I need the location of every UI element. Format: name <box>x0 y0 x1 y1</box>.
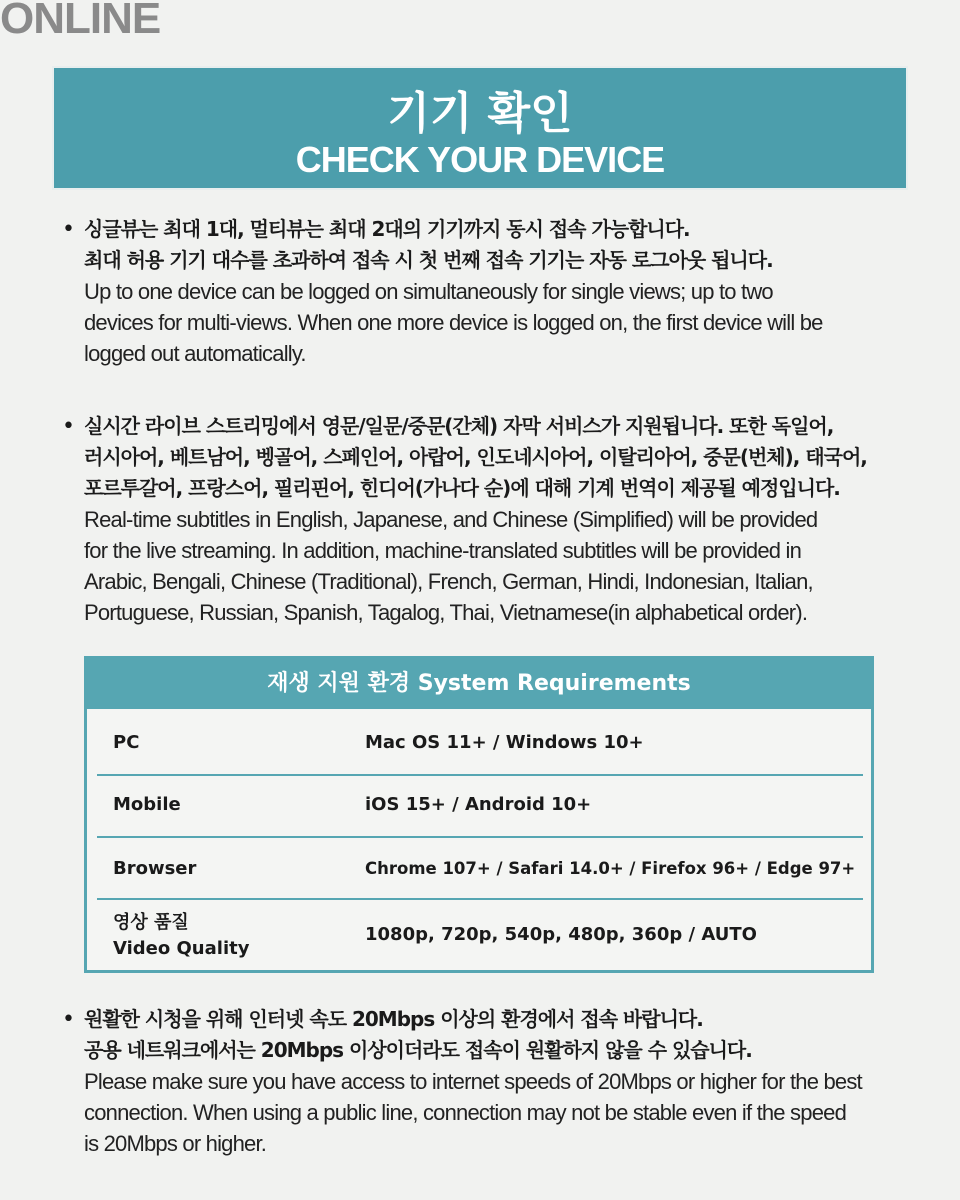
notice-en-line: Up to one device can be logged on simultaneously for single views; up to two <box>84 279 773 304</box>
bullet: • <box>62 1007 75 1032</box>
notice-internet-speed <box>62 1004 912 1159</box>
corner-label: ONLINE <box>0 0 161 43</box>
requirement-row-pc <box>97 712 863 776</box>
requirement-label: Browser <box>113 858 197 879</box>
notice-kr-line: 공용 네트워크에서는 20Mbps 이상이더라도 접속이 원활하지 않을 수 있습니다. <box>84 1038 752 1062</box>
system-requirements-header: 재생 지원 환경 System Requirements <box>87 659 871 709</box>
requirement-value: iOS 15+ / Android 10+ <box>365 794 592 815</box>
notice-kr-line: 러시아어, 베트남어, 벵골어, 스페인어, 아랍어, 인도네시아어, 이탈리아어, 중문(번체), 태국어, <box>84 445 867 469</box>
requirement-label: 영상 품질 <box>113 912 189 933</box>
title-banner <box>52 66 908 190</box>
requirement-label-english: Video Quality <box>113 938 250 959</box>
notice-kr-line: 최대 허용 기기 대수를 초과하여 접속 시 첫 번째 접속 기기는 자동 로그아웃 됩니다. <box>84 248 773 272</box>
notice-en-line: Portuguese, Russian, Spanish, Tagalog, Thai, Vietnamese(in alphabetical order). <box>84 600 808 625</box>
notice-en-line: Arabic, Bengali, Chinese (Traditional), French, German, Hindi, Indonesian, Italian, <box>84 569 813 594</box>
requirement-label: Mobile <box>113 794 181 815</box>
requirement-row-browser <box>97 838 863 900</box>
system-requirements-table <box>84 656 874 973</box>
notice-en-line: connection. When using a public line, connection may not be stable even if the speed <box>84 1100 847 1125</box>
notice-kr-line: 실시간 라이브 스트리밍에서 영문/일문/중문(간체) 자막 서비스가 지원됩니다. 또한 독일어, <box>84 414 834 438</box>
requirement-label: PC <box>113 732 140 753</box>
notice-en-line: logged out automatically. <box>84 341 306 366</box>
banner-title-english: CHECK YOUR DEVICE <box>295 139 665 180</box>
notice-en-line: devices for multi-views. When one more device is logged on, the first device will be <box>84 310 823 335</box>
requirement-value: Chrome 107+ / Safari 14.0+ / Firefox 96+ / Edge 97+ <box>365 859 856 878</box>
requirement-row-mobile <box>97 776 863 838</box>
notice-kr-line: 포르투갈어, 프랑스어, 필리핀어, 힌디어(가나다 순)에 대해 기계 번역이 제공될 예정입니다. <box>84 476 840 500</box>
requirement-value: Mac OS 11+ / Windows 10+ <box>365 732 644 753</box>
notice-subtitles <box>62 411 912 628</box>
requirement-row-video-quality <box>97 900 863 970</box>
requirement-value: 1080p, 720p, 540p, 480p, 360p / AUTO <box>365 924 757 945</box>
notice-en-line: is 20Mbps or higher. <box>84 1131 267 1156</box>
bullet: • <box>62 414 75 439</box>
notice-kr-line: 싱글뷰는 최대 1대, 멀티뷰는 최대 2대의 기기까지 동시 접속 가능합니다. <box>84 217 690 241</box>
notice-en-line: Please make sure you have access to internet speeds of 20Mbps or higher for the best <box>84 1069 862 1094</box>
notice-kr-line: 원활한 시청을 위해 인터넷 속도 20Mbps 이상의 환경에서 접속 바랍니다. <box>84 1007 703 1031</box>
banner-title-korean: 기기 확인 <box>387 88 573 139</box>
notice-en-line: for the live streaming. In addition, machine-translated subtitles will be provided in <box>84 538 802 563</box>
notice-en-line: Real-time subtitles in English, Japanese, and Chinese (Simplified) will be provided <box>84 507 818 532</box>
notice-concurrent-devices <box>62 214 912 369</box>
bullet: • <box>62 217 75 242</box>
